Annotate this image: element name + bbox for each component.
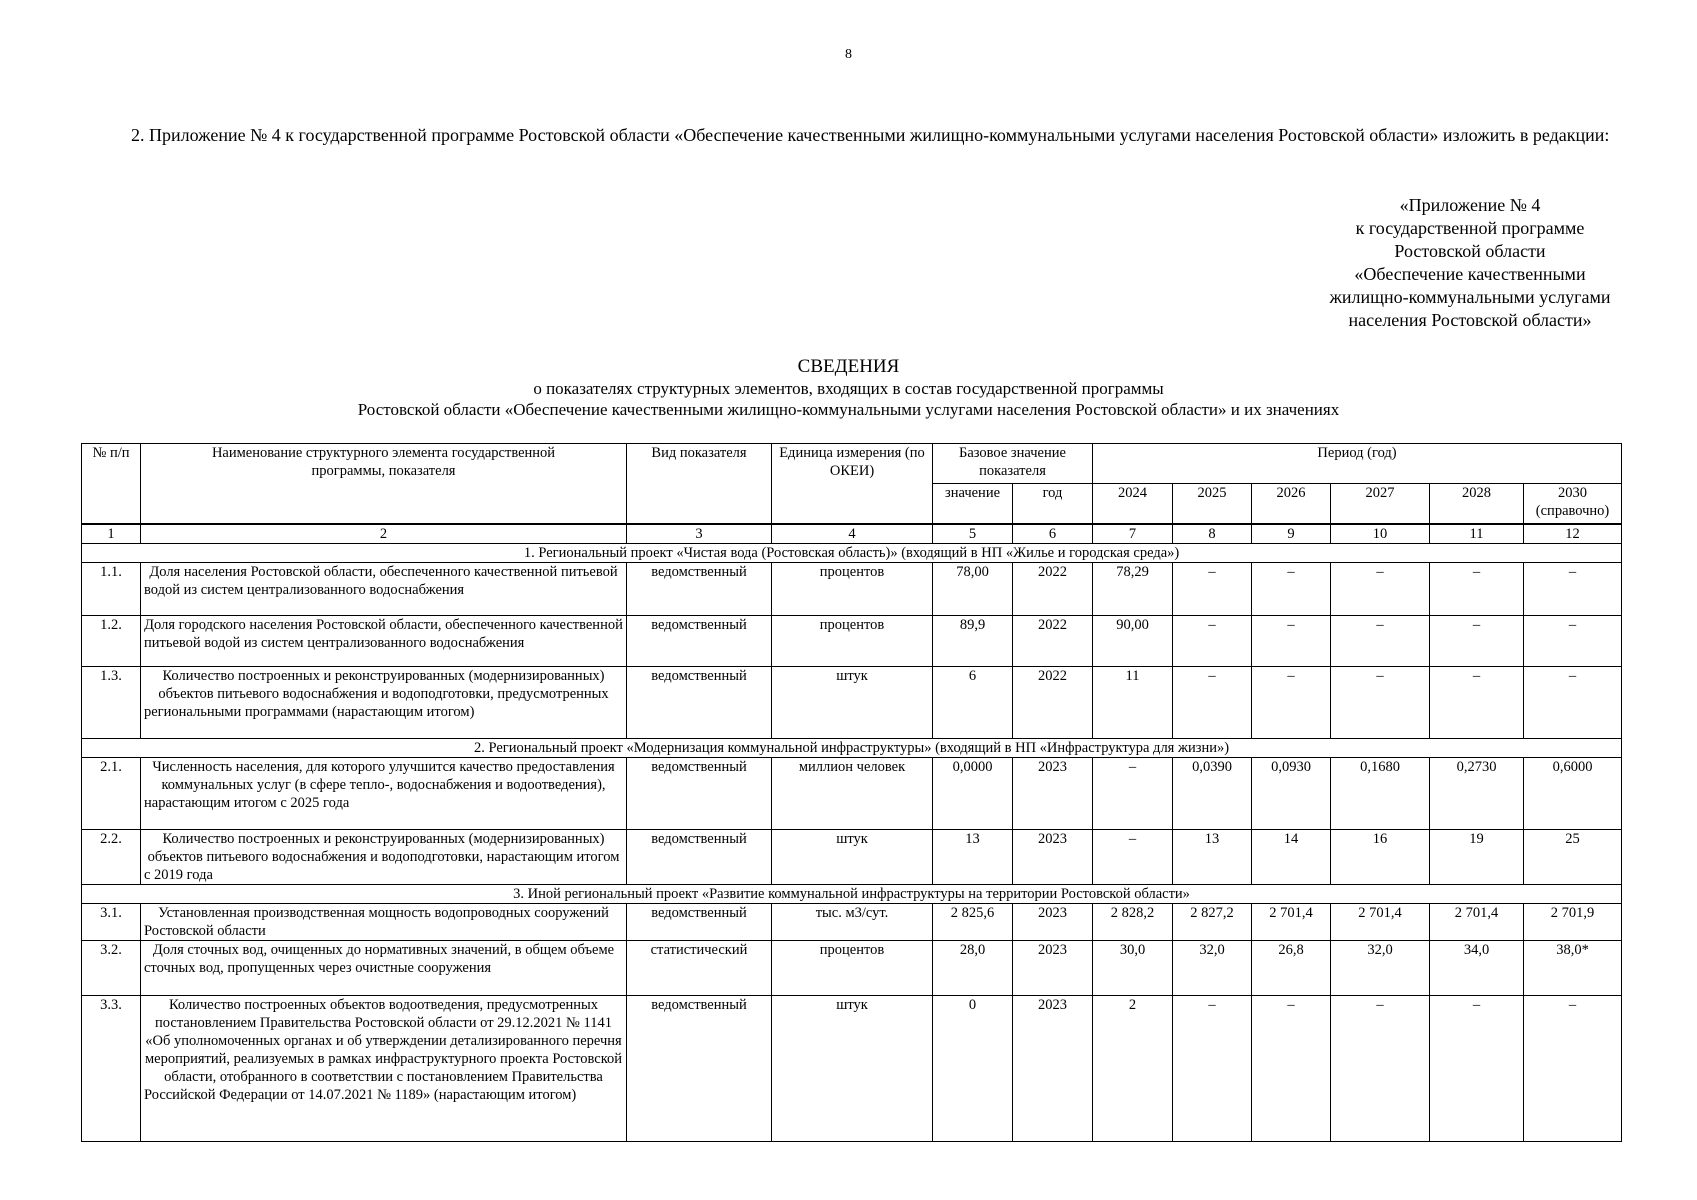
column-number: 5 — [933, 524, 1013, 544]
header-year: 2025 — [1173, 484, 1252, 524]
header-year: 2028 — [1430, 484, 1524, 524]
section-title: 1. Региональный проект «Чистая вода (Ростовская область)» (входящий в НП «Жилье и городская среда») — [82, 543, 1622, 562]
column-number: 12 — [1524, 524, 1622, 544]
cell-name: Количество построенных и реконструированных (модернизированных) объектов питьевого водоснабжения и водоподготовки, предусмотренных региональными программами (нарастающим итогом) — [141, 666, 627, 738]
table-row — [82, 995, 1622, 1141]
annex-reference — [1270, 194, 1670, 332]
cell-year-value: – — [1331, 666, 1430, 738]
column-number: 3 — [627, 524, 772, 544]
cell-num: 1.2. — [82, 615, 141, 666]
cell-type: ведомственный — [627, 757, 772, 829]
cell-year-value: – — [1173, 615, 1252, 666]
table-row — [82, 757, 1622, 829]
header-base: Базовое значение показателя — [933, 444, 1093, 484]
cell-year-value: 2 827,2 — [1173, 903, 1252, 940]
cell-num: 3.3. — [82, 995, 141, 1141]
cell-type: ведомственный — [627, 903, 772, 940]
column-number: 9 — [1252, 524, 1331, 544]
header-name: Наименование структурного элемента государственной программы, показателя — [141, 444, 627, 524]
cell-year-value: 0,1680 — [1331, 757, 1430, 829]
annex-line: жилищно-коммунальными услугами — [1329, 287, 1611, 307]
cell-year-value: – — [1430, 995, 1524, 1141]
annex-line: «Обеспечение качественными — [1354, 264, 1586, 284]
cell-year-value: 13 — [1173, 829, 1252, 884]
cell-base-value: 2 825,6 — [933, 903, 1013, 940]
cell-base-year: 2023 — [1013, 757, 1093, 829]
section-title: 3. Иной региональный проект «Развитие коммунальной инфраструктуры на территории Ростовской области» — [82, 884, 1622, 903]
cell-num: 2.1. — [82, 757, 141, 829]
cell-year-value: 14 — [1252, 829, 1331, 884]
cell-year-value: – — [1524, 995, 1622, 1141]
cell-year-value: – — [1252, 666, 1331, 738]
cell-year-value: – — [1524, 615, 1622, 666]
header-year: 2024 — [1093, 484, 1173, 524]
column-number: 4 — [772, 524, 933, 544]
column-number: 7 — [1093, 524, 1173, 544]
cell-name: Доля сточных вод, очищенных до нормативных значений, в общем объеме сточных вод, пропущенных через очистные сооружения — [141, 940, 627, 995]
cell-name: Установленная производственная мощность водопроводных сооружений Ростовской области — [141, 903, 627, 940]
cell-year-value: – — [1252, 615, 1331, 666]
annex-line: населения Ростовской области» — [1348, 310, 1592, 330]
heading-line-2: Ростовской области «Обеспечение качественными жилищно-коммунальными услугами населения Ростовской области» и их значениях — [357, 400, 1340, 419]
cell-num: 3.1. — [82, 903, 141, 940]
cell-year-value: – — [1430, 666, 1524, 738]
cell-base-value: 89,9 — [933, 615, 1013, 666]
cell-year-value: – — [1173, 666, 1252, 738]
cell-year-value: 26,8 — [1252, 940, 1331, 995]
cell-base-year: 2022 — [1013, 666, 1093, 738]
cell-num: 1.1. — [82, 562, 141, 615]
cell-year-value: 0,0930 — [1252, 757, 1331, 829]
column-number: 10 — [1331, 524, 1430, 544]
cell-year-value: 32,0 — [1173, 940, 1252, 995]
cell-name: Количество построенных и реконструированных (модернизированных) объектов питьевого водоснабжения и водоподготовки, нарастающим итогом с 2019 года — [141, 829, 627, 884]
cell-year-value: 2 701,9 — [1524, 903, 1622, 940]
cell-year-value: – — [1430, 615, 1524, 666]
cell-base-value: 6 — [933, 666, 1013, 738]
cell-unit: штук — [772, 666, 933, 738]
header-period: Период (год) — [1093, 444, 1622, 484]
cell-year-value: 0,2730 — [1430, 757, 1524, 829]
cell-year-value: – — [1331, 995, 1430, 1141]
cell-unit: штук — [772, 829, 933, 884]
cell-type: ведомственный — [627, 995, 772, 1141]
column-number: 8 — [1173, 524, 1252, 544]
cell-type: ведомственный — [627, 829, 772, 884]
cell-name: Численность населения, для которого улучшится качество предоставления коммунальных услуг (в сфере тепло-, водоснабжения и водоотведения), нарастающим итогом с 2025 года — [141, 757, 627, 829]
annex-line: «Приложение № 4 — [1399, 195, 1541, 215]
cell-base-year: 2023 — [1013, 903, 1093, 940]
column-number: 2 — [141, 524, 627, 544]
cell-year-value: – — [1173, 562, 1252, 615]
intro-paragraph: 2. Приложение № 4 к государственной программе Ростовской области «Обеспечение качественными жилищно-коммунальными услугами населения Ростовской области» изложить в редакции: — [131, 125, 1610, 145]
header-type: Вид показателя — [627, 444, 772, 524]
cell-num: 1.3. — [82, 666, 141, 738]
cell-base-value: 0,0000 — [933, 757, 1013, 829]
cell-year-value: 16 — [1331, 829, 1430, 884]
header-year: 2027 — [1331, 484, 1430, 524]
cell-num: 3.2. — [82, 940, 141, 995]
cell-base-value: 0 — [933, 995, 1013, 1141]
cell-year-value: 0,6000 — [1524, 757, 1622, 829]
cell-base-year: 2022 — [1013, 562, 1093, 615]
header-year: 2026 — [1252, 484, 1331, 524]
annex-line: Ростовской области — [1394, 241, 1546, 261]
cell-year-value: – — [1173, 995, 1252, 1141]
header-unit: Единица измерения (по ОКЕИ) — [772, 444, 933, 524]
table-row — [82, 615, 1622, 666]
cell-year-value: 0,0390 — [1173, 757, 1252, 829]
heading-title: СВЕДЕНИЯ — [797, 356, 900, 377]
section-title: 2. Региональный проект «Модернизация коммунальной инфраструктуры» (входящий в НП «Инфраструктура для жизни») — [82, 738, 1622, 757]
cell-unit: процентов — [772, 562, 933, 615]
document-heading — [0, 356, 1697, 420]
table-row — [82, 903, 1622, 940]
cell-base-value: 28,0 — [933, 940, 1013, 995]
column-number: 6 — [1013, 524, 1093, 544]
cell-unit: процентов — [772, 940, 933, 995]
cell-year-value: 2 — [1093, 995, 1173, 1141]
cell-year-value: – — [1252, 995, 1331, 1141]
cell-year-value: 2 701,4 — [1331, 903, 1430, 940]
cell-base-year: 2023 — [1013, 940, 1093, 995]
column-number: 11 — [1430, 524, 1524, 544]
cell-year-value: 2 828,2 — [1093, 903, 1173, 940]
cell-base-value: 13 — [933, 829, 1013, 884]
header-num: № п/п — [82, 444, 141, 524]
cell-year-value: 2 701,4 — [1430, 903, 1524, 940]
page-number: 8 — [845, 47, 852, 62]
table-row — [82, 666, 1622, 738]
cell-unit: тыс. м3/сут. — [772, 903, 933, 940]
indicators-table — [81, 443, 1622, 1142]
table-body — [82, 543, 1622, 1141]
column-number: 1 — [82, 524, 141, 544]
cell-year-value: – — [1093, 757, 1173, 829]
cell-unit: штук — [772, 995, 933, 1141]
annex-line: к государственной программе — [1355, 218, 1585, 238]
cell-name: Количество построенных объектов водоотведения, предусмотренных постановлением Правительства Ростовской области от 29.12.2021 № 1141 «Об уполномоченных органах и об утверждении детализированного перечня мероприятий, реализуемых в рамках инфраструктурного проекта Ростовской области, отобранного в соответствии с постановлением Правительства Российской Федерации от 14.07.2021 № 1189» (нарастающим итогом) — [141, 995, 627, 1141]
cell-unit: процентов — [772, 615, 933, 666]
cell-year-value: 32,0 — [1331, 940, 1430, 995]
table-row — [82, 829, 1622, 884]
cell-year-value: 11 — [1093, 666, 1173, 738]
cell-num: 2.2. — [82, 829, 141, 884]
cell-year-value: 78,29 — [1093, 562, 1173, 615]
cell-year-value: – — [1524, 666, 1622, 738]
cell-year-value: 25 — [1524, 829, 1622, 884]
cell-year-value: – — [1524, 562, 1622, 615]
header-year: 2030 (справочно) — [1524, 484, 1622, 524]
cell-type: ведомственный — [627, 562, 772, 615]
table-row — [82, 562, 1622, 615]
cell-year-value: 2 701,4 — [1252, 903, 1331, 940]
cell-name: Доля населения Ростовской области, обеспеченного качественной питьевой водой из систем централизованного водоснабжения — [141, 562, 627, 615]
cell-year-value: – — [1331, 562, 1430, 615]
cell-type: ведомственный — [627, 615, 772, 666]
table-row — [82, 940, 1622, 995]
cell-year-value: – — [1331, 615, 1430, 666]
cell-base-year: 2023 — [1013, 995, 1093, 1141]
cell-year-value: 19 — [1430, 829, 1524, 884]
cell-type: ведомственный — [627, 666, 772, 738]
cell-name: Доля городского населения Ростовской области, обеспеченного качественной питьевой водой из систем централизованного водоснабжения — [141, 615, 627, 666]
cell-year-value: – — [1252, 562, 1331, 615]
cell-base-year: 2023 — [1013, 829, 1093, 884]
cell-type: статистический — [627, 940, 772, 995]
header-base-value: значение — [933, 484, 1013, 524]
header-base-year: год — [1013, 484, 1093, 524]
cell-year-value: 34,0 — [1430, 940, 1524, 995]
cell-unit: миллион человек — [772, 757, 933, 829]
cell-year-value: – — [1430, 562, 1524, 615]
cell-base-value: 78,00 — [933, 562, 1013, 615]
cell-year-value: 38,0* — [1524, 940, 1622, 995]
cell-year-value: 90,00 — [1093, 615, 1173, 666]
cell-year-value: – — [1093, 829, 1173, 884]
cell-year-value: 30,0 — [1093, 940, 1173, 995]
cell-base-year: 2022 — [1013, 615, 1093, 666]
heading-line-1: о показателях структурных элементов, входящих в состав государственной программы — [533, 379, 1164, 398]
